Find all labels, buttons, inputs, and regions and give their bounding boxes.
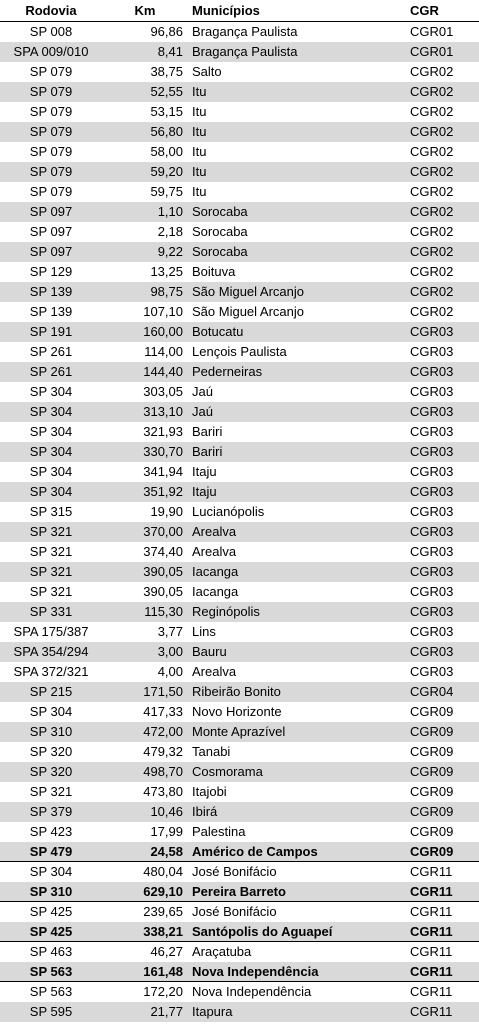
- table-row: [0, 302, 479, 322]
- municipio-cell: Lençois Paulista: [192, 344, 287, 359]
- cgr-cell: CGR02: [410, 84, 454, 99]
- km-cell: 370,00: [143, 524, 183, 539]
- rodovia-cell: SP 304: [29, 444, 73, 459]
- table-row: [0, 882, 479, 902]
- municipio-cell: Itajobi: [192, 784, 227, 799]
- table-row: [0, 62, 479, 82]
- table-row: [0, 222, 479, 242]
- cgr-cell: CGR03: [410, 664, 454, 679]
- cgr-cell: CGR03: [410, 484, 454, 499]
- km-cell: 53,15: [150, 104, 183, 119]
- municipio-cell: Bragança Paulista: [192, 44, 298, 59]
- municipio-cell: Nova Independência: [192, 964, 319, 979]
- cgr-cell: CGR11: [410, 984, 453, 999]
- municipio-cell: Itaju: [192, 484, 217, 499]
- municipio-cell: Bauru: [192, 644, 227, 659]
- header-row: [0, 0, 479, 22]
- cgr-cell: CGR02: [410, 104, 454, 119]
- cgr-cell: CGR02: [410, 124, 454, 139]
- table-row: [0, 282, 479, 302]
- rodovia-cell: SP 097: [29, 224, 73, 239]
- km-cell: 56,80: [150, 124, 183, 139]
- rodovia-cell: SP 079: [29, 184, 73, 199]
- table-row: [0, 522, 479, 542]
- rodovia-cell: SP 320: [29, 744, 73, 759]
- table-row: [0, 162, 479, 182]
- km-cell: 629,10: [143, 884, 183, 899]
- municipio-cell: Sorocaba: [192, 244, 248, 259]
- cgr-cell: CGR02: [410, 204, 454, 219]
- rodovia-cell: SP 304: [29, 464, 73, 479]
- municipio-cell: Iacanga: [192, 564, 239, 579]
- km-cell: 13,25: [150, 264, 183, 279]
- km-cell: 374,40: [143, 544, 183, 559]
- header-cgr: CGR: [410, 3, 439, 18]
- cgr-cell: CGR03: [410, 504, 454, 519]
- cgr-cell: CGR03: [410, 584, 454, 599]
- km-cell: 98,75: [150, 284, 183, 299]
- rodovia-cell: SP 563: [29, 964, 73, 979]
- table-row: [0, 742, 479, 762]
- km-cell: 4,00: [157, 664, 183, 679]
- table-row: [0, 542, 479, 562]
- municipio-cell: Pereira Barreto: [192, 884, 286, 899]
- rodovia-cell: SP 304: [29, 484, 73, 499]
- municipio-cell: Arealva: [192, 664, 237, 679]
- km-cell: 498,70: [143, 764, 183, 779]
- municipio-cell: Iacanga: [192, 584, 239, 599]
- municipio-cell: Itu: [192, 84, 207, 99]
- rodovia-cell: SP 097: [29, 244, 73, 259]
- km-cell: 321,93: [143, 424, 183, 439]
- km-cell: 21,77: [150, 1004, 183, 1019]
- rodovia-cell: SP 463: [29, 944, 73, 959]
- table-row: [0, 382, 479, 402]
- municipio-cell: Boituva: [192, 264, 236, 279]
- table-row: [0, 102, 479, 122]
- rodovia-cell: SP 304: [29, 424, 73, 439]
- municipio-cell: Palestina: [192, 824, 246, 839]
- municipio-cell: Ibirá: [192, 804, 218, 819]
- cgr-cell: CGR09: [410, 784, 454, 799]
- municipio-cell: São Miguel Arcanjo: [192, 284, 305, 299]
- rodovia-cell: SPA 175/387: [13, 624, 89, 639]
- table-row: [0, 122, 479, 142]
- table-row: [0, 722, 479, 742]
- cgr-cell: CGR03: [410, 424, 454, 439]
- km-cell: 3,00: [157, 644, 183, 659]
- municipio-cell: José Bonifácio: [192, 864, 277, 879]
- table-row: [0, 822, 479, 842]
- table-row: [0, 1002, 479, 1022]
- rodovia-cell: SP 379: [29, 804, 73, 819]
- km-cell: 239,65: [143, 904, 183, 919]
- header-km: Km: [134, 3, 156, 18]
- municipio-cell: Monte Aprazível: [192, 724, 286, 739]
- km-cell: 59,75: [150, 184, 183, 199]
- rodovia-cell: SP 304: [29, 704, 73, 719]
- cgr-cell: CGR03: [410, 544, 454, 559]
- table-row: [0, 402, 479, 422]
- km-cell: 107,10: [143, 304, 183, 319]
- km-cell: 24,58: [150, 844, 183, 859]
- rodovia-cell: SP 479: [29, 844, 73, 859]
- municipio-cell: Jaú: [192, 404, 213, 419]
- cgr-cell: CGR03: [410, 644, 454, 659]
- municipio-cell: Lucianópolis: [192, 504, 265, 519]
- rodovia-cell: SP 320: [29, 764, 73, 779]
- km-cell: 171,50: [143, 684, 183, 699]
- km-cell: 473,80: [143, 784, 183, 799]
- rodovia-cell: SP 079: [29, 104, 73, 119]
- table-row: [0, 962, 479, 982]
- table-row: [0, 22, 479, 42]
- header-rodovia: Rodovia: [25, 3, 77, 18]
- km-cell: 338,21: [143, 924, 183, 939]
- table-row: [0, 502, 479, 522]
- cgr-cell: CGR02: [410, 164, 454, 179]
- table-row: [0, 862, 479, 882]
- table-row: [0, 242, 479, 262]
- table-row: [0, 942, 479, 962]
- cgr-cell: CGR11: [410, 964, 453, 979]
- table-row: [0, 262, 479, 282]
- municipio-cell: Salto: [192, 64, 222, 79]
- rodovia-cell: SP 079: [29, 84, 73, 99]
- km-cell: 2,18: [157, 224, 183, 239]
- municipio-cell: Bragança Paulista: [192, 24, 298, 39]
- table-row: [0, 202, 479, 222]
- table-row: [0, 362, 479, 382]
- table-row: [0, 342, 479, 362]
- table-row: [0, 982, 479, 1002]
- table-row: [0, 922, 479, 942]
- table-row: [0, 602, 479, 622]
- km-cell: 8,41: [157, 44, 183, 59]
- municipio-cell: Santópolis do Aguapeí: [192, 924, 333, 939]
- table-row: [0, 182, 479, 202]
- rodovia-cell: SP 321: [29, 524, 73, 539]
- km-cell: 46,27: [150, 944, 183, 959]
- km-cell: 96,86: [150, 24, 183, 39]
- rodovia-cell: SP 079: [29, 64, 73, 79]
- municipio-cell: Bariri: [192, 444, 223, 459]
- municipio-cell: Botucatu: [192, 324, 244, 339]
- km-cell: 58,00: [150, 144, 183, 159]
- table-row: [0, 142, 479, 162]
- municipio-cell: Arealva: [192, 524, 237, 539]
- rodovia-cell: SP 304: [29, 864, 73, 879]
- cgr-cell: CGR03: [410, 524, 454, 539]
- rodovia-cell: SP 321: [29, 564, 73, 579]
- municipio-cell: Reginópolis: [192, 604, 260, 619]
- cgr-cell: CGR03: [410, 324, 454, 339]
- cgr-cell: CGR02: [410, 224, 454, 239]
- table-row: [0, 782, 479, 802]
- cgr-cell: CGR03: [410, 344, 454, 359]
- cgr-cell: CGR02: [410, 304, 454, 319]
- km-cell: 313,10: [143, 404, 183, 419]
- cgr-cell: CGR03: [410, 624, 454, 639]
- km-cell: 38,75: [150, 64, 183, 79]
- rodovia-cell: SP 425: [29, 904, 73, 919]
- km-cell: 114,00: [144, 344, 183, 359]
- cgr-cell: CGR11: [410, 884, 453, 899]
- km-cell: 303,05: [143, 384, 183, 399]
- table-row: [0, 82, 479, 102]
- table-row: [0, 702, 479, 722]
- rodovia-cell: SP 563: [29, 984, 73, 999]
- table-row: [0, 442, 479, 462]
- km-cell: 160,00: [143, 324, 183, 339]
- table-row: [0, 642, 479, 662]
- municipio-cell: Itaju: [192, 464, 217, 479]
- table-body: [0, 22, 479, 1022]
- cgr-cell: CGR03: [410, 364, 454, 379]
- rodovia-cell: SP 008: [29, 24, 73, 39]
- km-cell: 172,20: [143, 984, 183, 999]
- municipio-cell: Sorocaba: [192, 204, 248, 219]
- km-cell: 59,20: [150, 164, 183, 179]
- rodovia-cell: SP 079: [29, 144, 73, 159]
- cgr-cell: CGR03: [410, 384, 454, 399]
- municipio-cell: José Bonifácio: [192, 904, 277, 919]
- rodovia-cell: SPA 009/010: [13, 44, 89, 59]
- municipio-cell: São Miguel Arcanjo: [192, 304, 305, 319]
- km-cell: 161,48: [143, 964, 183, 979]
- cgr-cell: CGR09: [410, 844, 454, 859]
- cgr-cell: CGR01: [410, 24, 454, 39]
- rodovia-cell: SP 139: [29, 284, 73, 299]
- municipio-cell: Itu: [192, 124, 207, 139]
- km-cell: 417,33: [143, 704, 183, 719]
- cgr-cell: CGR03: [410, 444, 454, 459]
- municipio-cell: Tanabi: [192, 744, 231, 759]
- rodovia-cell: SP 321: [29, 544, 73, 559]
- cgr-cell: CGR11: [410, 944, 453, 959]
- table-row: [0, 902, 479, 922]
- rodovia-cell: SP 191: [29, 324, 73, 339]
- rodovia-cell: SPA 372/321: [13, 664, 89, 679]
- municipio-cell: Américo de Campos: [192, 844, 318, 859]
- cgr-cell: CGR02: [410, 184, 454, 199]
- km-cell: 52,55: [150, 84, 183, 99]
- table-row: [0, 322, 479, 342]
- municipio-cell: Pederneiras: [192, 364, 263, 379]
- rodovia-cell: SP 304: [29, 404, 73, 419]
- rodovia-cell: SP 215: [29, 684, 73, 699]
- municipio-cell: Arealva: [192, 544, 237, 559]
- km-cell: 351,92: [143, 484, 183, 499]
- cgr-cell: CGR11: [410, 924, 453, 939]
- municipio-cell: Itu: [192, 144, 207, 159]
- table-row: [0, 802, 479, 822]
- km-cell: 115,30: [144, 604, 183, 619]
- rodovia-cell: SP 595: [29, 1004, 73, 1019]
- municipio-cell: Cosmorama: [192, 764, 263, 779]
- rodovia-cell: SP 129: [29, 264, 73, 279]
- table-row: [0, 842, 479, 862]
- cgr-cell: CGR02: [410, 264, 454, 279]
- municipio-cell: Itapura: [192, 1004, 233, 1019]
- cgr-cell: CGR03: [410, 604, 454, 619]
- municipio-cell: Itu: [192, 104, 207, 119]
- cgr-cell: CGR02: [410, 284, 454, 299]
- km-cell: 19,90: [150, 504, 183, 519]
- rodovia-cell: SP 321: [29, 784, 73, 799]
- rodovia-cell: SP 304: [29, 384, 73, 399]
- municipio-cell: Novo Horizonte: [192, 704, 282, 719]
- municipio-cell: Itu: [192, 184, 207, 199]
- municipio-cell: Nova Independência: [192, 984, 312, 999]
- table-row: [0, 422, 479, 442]
- rodovia-cell: SP 097: [29, 204, 73, 219]
- rodovia-cell: SP 310: [29, 884, 73, 899]
- rodovia-cell: SP 423: [29, 824, 73, 839]
- table-row: [0, 622, 479, 642]
- cgr-cell: CGR09: [410, 764, 454, 779]
- km-cell: 10,46: [150, 804, 183, 819]
- cgr-cell: CGR02: [410, 64, 454, 79]
- municipio-cell: Sorocaba: [192, 224, 248, 239]
- cgr-cell: CGR09: [410, 724, 454, 739]
- cgr-cell: CGR04: [410, 684, 454, 699]
- municipio-cell: Lins: [192, 624, 216, 639]
- rodovia-cell: SP 331: [29, 604, 73, 619]
- table-row: [0, 662, 479, 682]
- cgr-cell: CGR09: [410, 804, 454, 819]
- table-row: [0, 42, 479, 62]
- rodovia-cell: SP 425: [29, 924, 73, 939]
- cgr-cell: CGR03: [410, 404, 454, 419]
- municipio-cell: Bariri: [192, 424, 223, 439]
- km-cell: 330,70: [143, 444, 183, 459]
- cgr-cell: CGR11: [410, 904, 453, 919]
- km-cell: 3,77: [157, 624, 183, 639]
- cgr-cell: CGR09: [410, 704, 454, 719]
- km-cell: 341,94: [143, 464, 183, 479]
- table-row: [0, 582, 479, 602]
- municipio-cell: Araçatuba: [192, 944, 252, 959]
- rodovia-cell: SP 079: [29, 124, 73, 139]
- km-cell: 1,10: [157, 204, 183, 219]
- cgr-cell: CGR09: [410, 744, 454, 759]
- municipio-cell: Jaú: [192, 384, 213, 399]
- rodovia-cell: SP 315: [29, 504, 73, 519]
- table-row: [0, 482, 479, 502]
- km-cell: 9,22: [157, 244, 183, 259]
- km-cell: 390,05: [143, 584, 183, 599]
- km-cell: 144,40: [143, 364, 183, 379]
- km-cell: 472,00: [143, 724, 183, 739]
- rodovia-cell: SPA 354/294: [13, 644, 89, 659]
- rodovia-cell: SP 310: [29, 724, 73, 739]
- table-row: [0, 562, 479, 582]
- table-row: [0, 762, 479, 782]
- rodovia-cell: SP 261: [29, 364, 73, 379]
- km-cell: 479,32: [143, 744, 183, 759]
- cgr-cell: CGR02: [410, 244, 454, 259]
- cgr-cell: CGR03: [410, 464, 454, 479]
- rodovia-cell: SP 079: [29, 164, 73, 179]
- cgr-cell: CGR11: [410, 1004, 453, 1019]
- cgr-cell: CGR01: [410, 44, 454, 59]
- table-row: [0, 462, 479, 482]
- km-cell: 17,99: [150, 824, 183, 839]
- rodovia-cell: SP 321: [29, 584, 73, 599]
- table-row: [0, 682, 479, 702]
- km-cell: 480,04: [143, 864, 183, 879]
- municipio-cell: Itu: [192, 164, 207, 179]
- cgr-cell: CGR11: [410, 864, 453, 879]
- header-municipios: Municípios: [192, 3, 260, 18]
- rodovia-cell: SP 261: [29, 344, 73, 359]
- cgr-cell: CGR03: [410, 564, 454, 579]
- cgr-cell: CGR09: [410, 824, 454, 839]
- cgr-cell: CGR02: [410, 144, 454, 159]
- km-cell: 390,05: [143, 564, 183, 579]
- rodovia-cell: SP 139: [29, 304, 73, 319]
- municipio-cell: Ribeirão Bonito: [192, 684, 281, 699]
